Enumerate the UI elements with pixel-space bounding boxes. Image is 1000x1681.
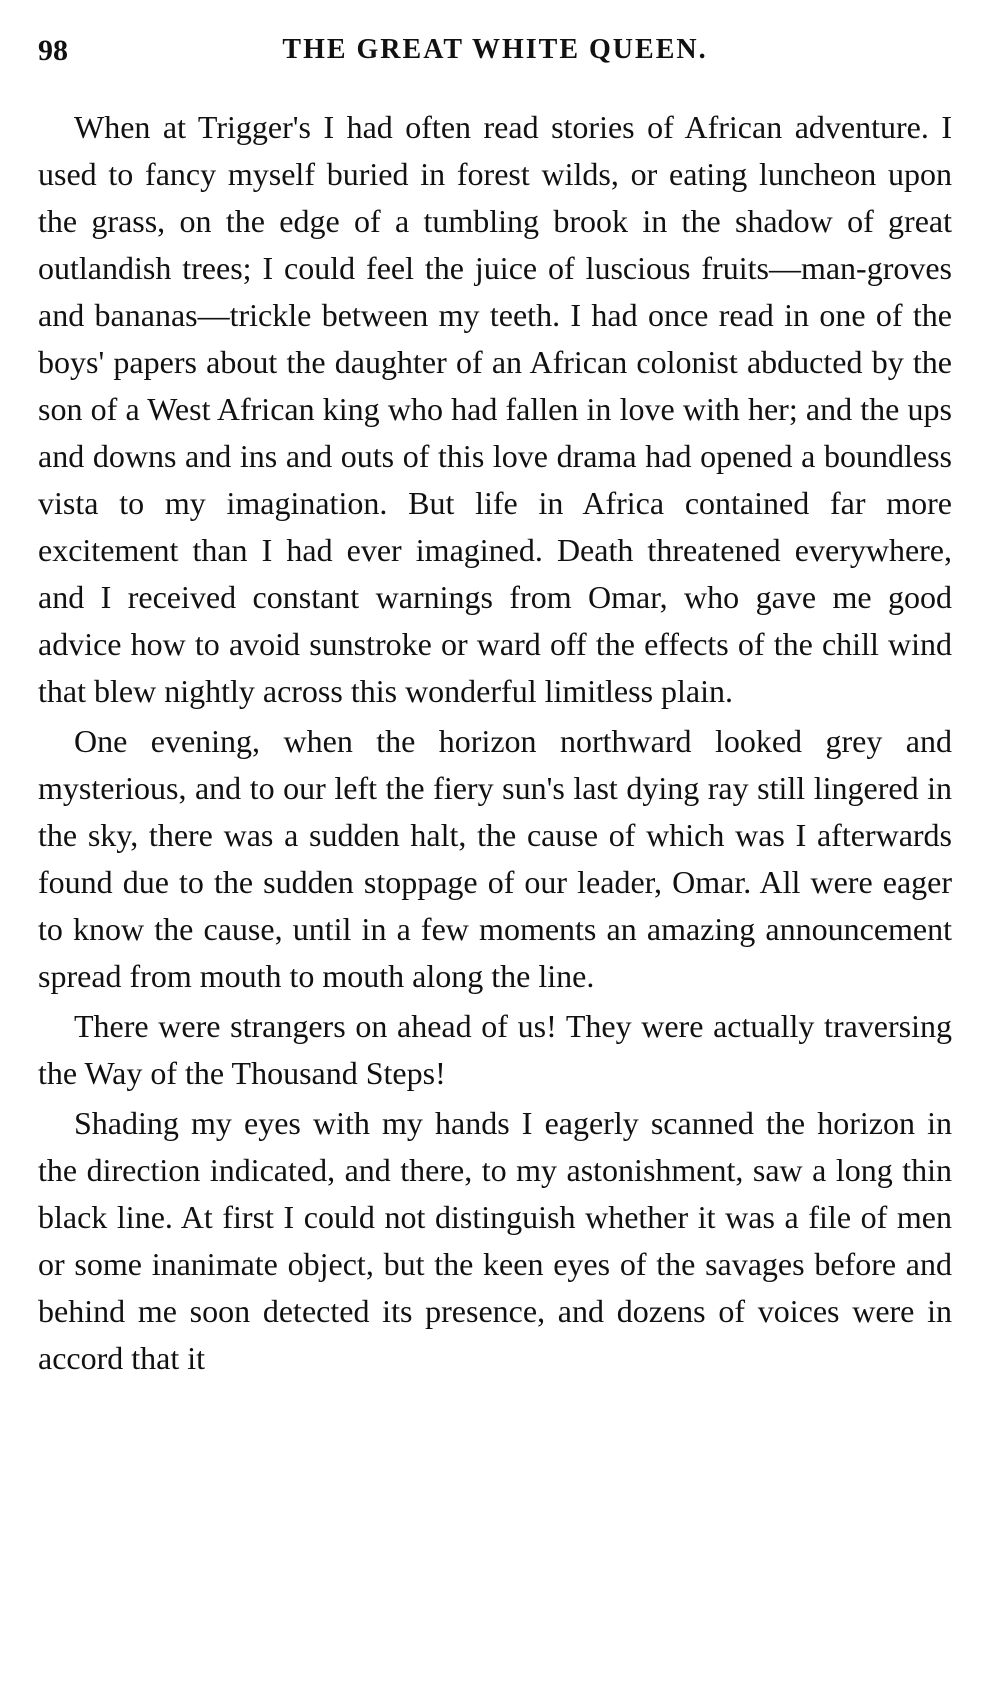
paragraph: Shading my eyes with my hands I eagerly scanned the horizon in the direction indicated, and there, to my astonishment, saw a long thin black line. At first I could not distinguish whether it was a file of men or some inanimate object, but the keen eyes of the savages before and behind me soon detected its presence, and dozens of voices were in accord that it [38, 1105, 952, 1376]
paragraph: There were strangers on ahead of us! They were actually traversing the Way of the Thousand Steps! [38, 1008, 952, 1091]
paragraph: When at Trigger's I had often read stories of African adventure. I used to fancy myself buried in forest wilds, or eating luncheon upon the grass, on the edge of a tumbling brook in the shadow of great outlandish trees; I could feel the juice of luscious fruits—man-groves and bananas—trickle between my teeth. I had once read in one of the boys' papers about the daughter of an African colonist abducted by the son of a West African king who had fallen in love with her; and the ups and downs and ins and outs of this love drama had opened a boundless vista to my imagination. But life in Africa contained far more excitement than I had ever imagined. Death threatened everywhere, and I received constant warnings from Omar, who gave me good advice how to avoid sunstroke or ward off the effects of the chill wind that blew nightly across this wonderful limitless plain. [38, 109, 952, 709]
paragraph: One evening, when the horizon northward looked grey and mysterious, and to our left the fiery sun's last dying ray still lingered in the sky, there was a sudden halt, the cause of which was I afterwards found due to the sudden stoppage of our leader, Omar. All were eager to know the cause, until in a few moments an amazing announcement spread from mouth to mouth along the line. [38, 723, 952, 994]
running-title: THE GREAT WHITE QUEEN. [282, 34, 708, 65]
body-text [38, 104, 952, 1382]
page-header [38, 34, 952, 74]
page-number: 98 [38, 34, 68, 67]
